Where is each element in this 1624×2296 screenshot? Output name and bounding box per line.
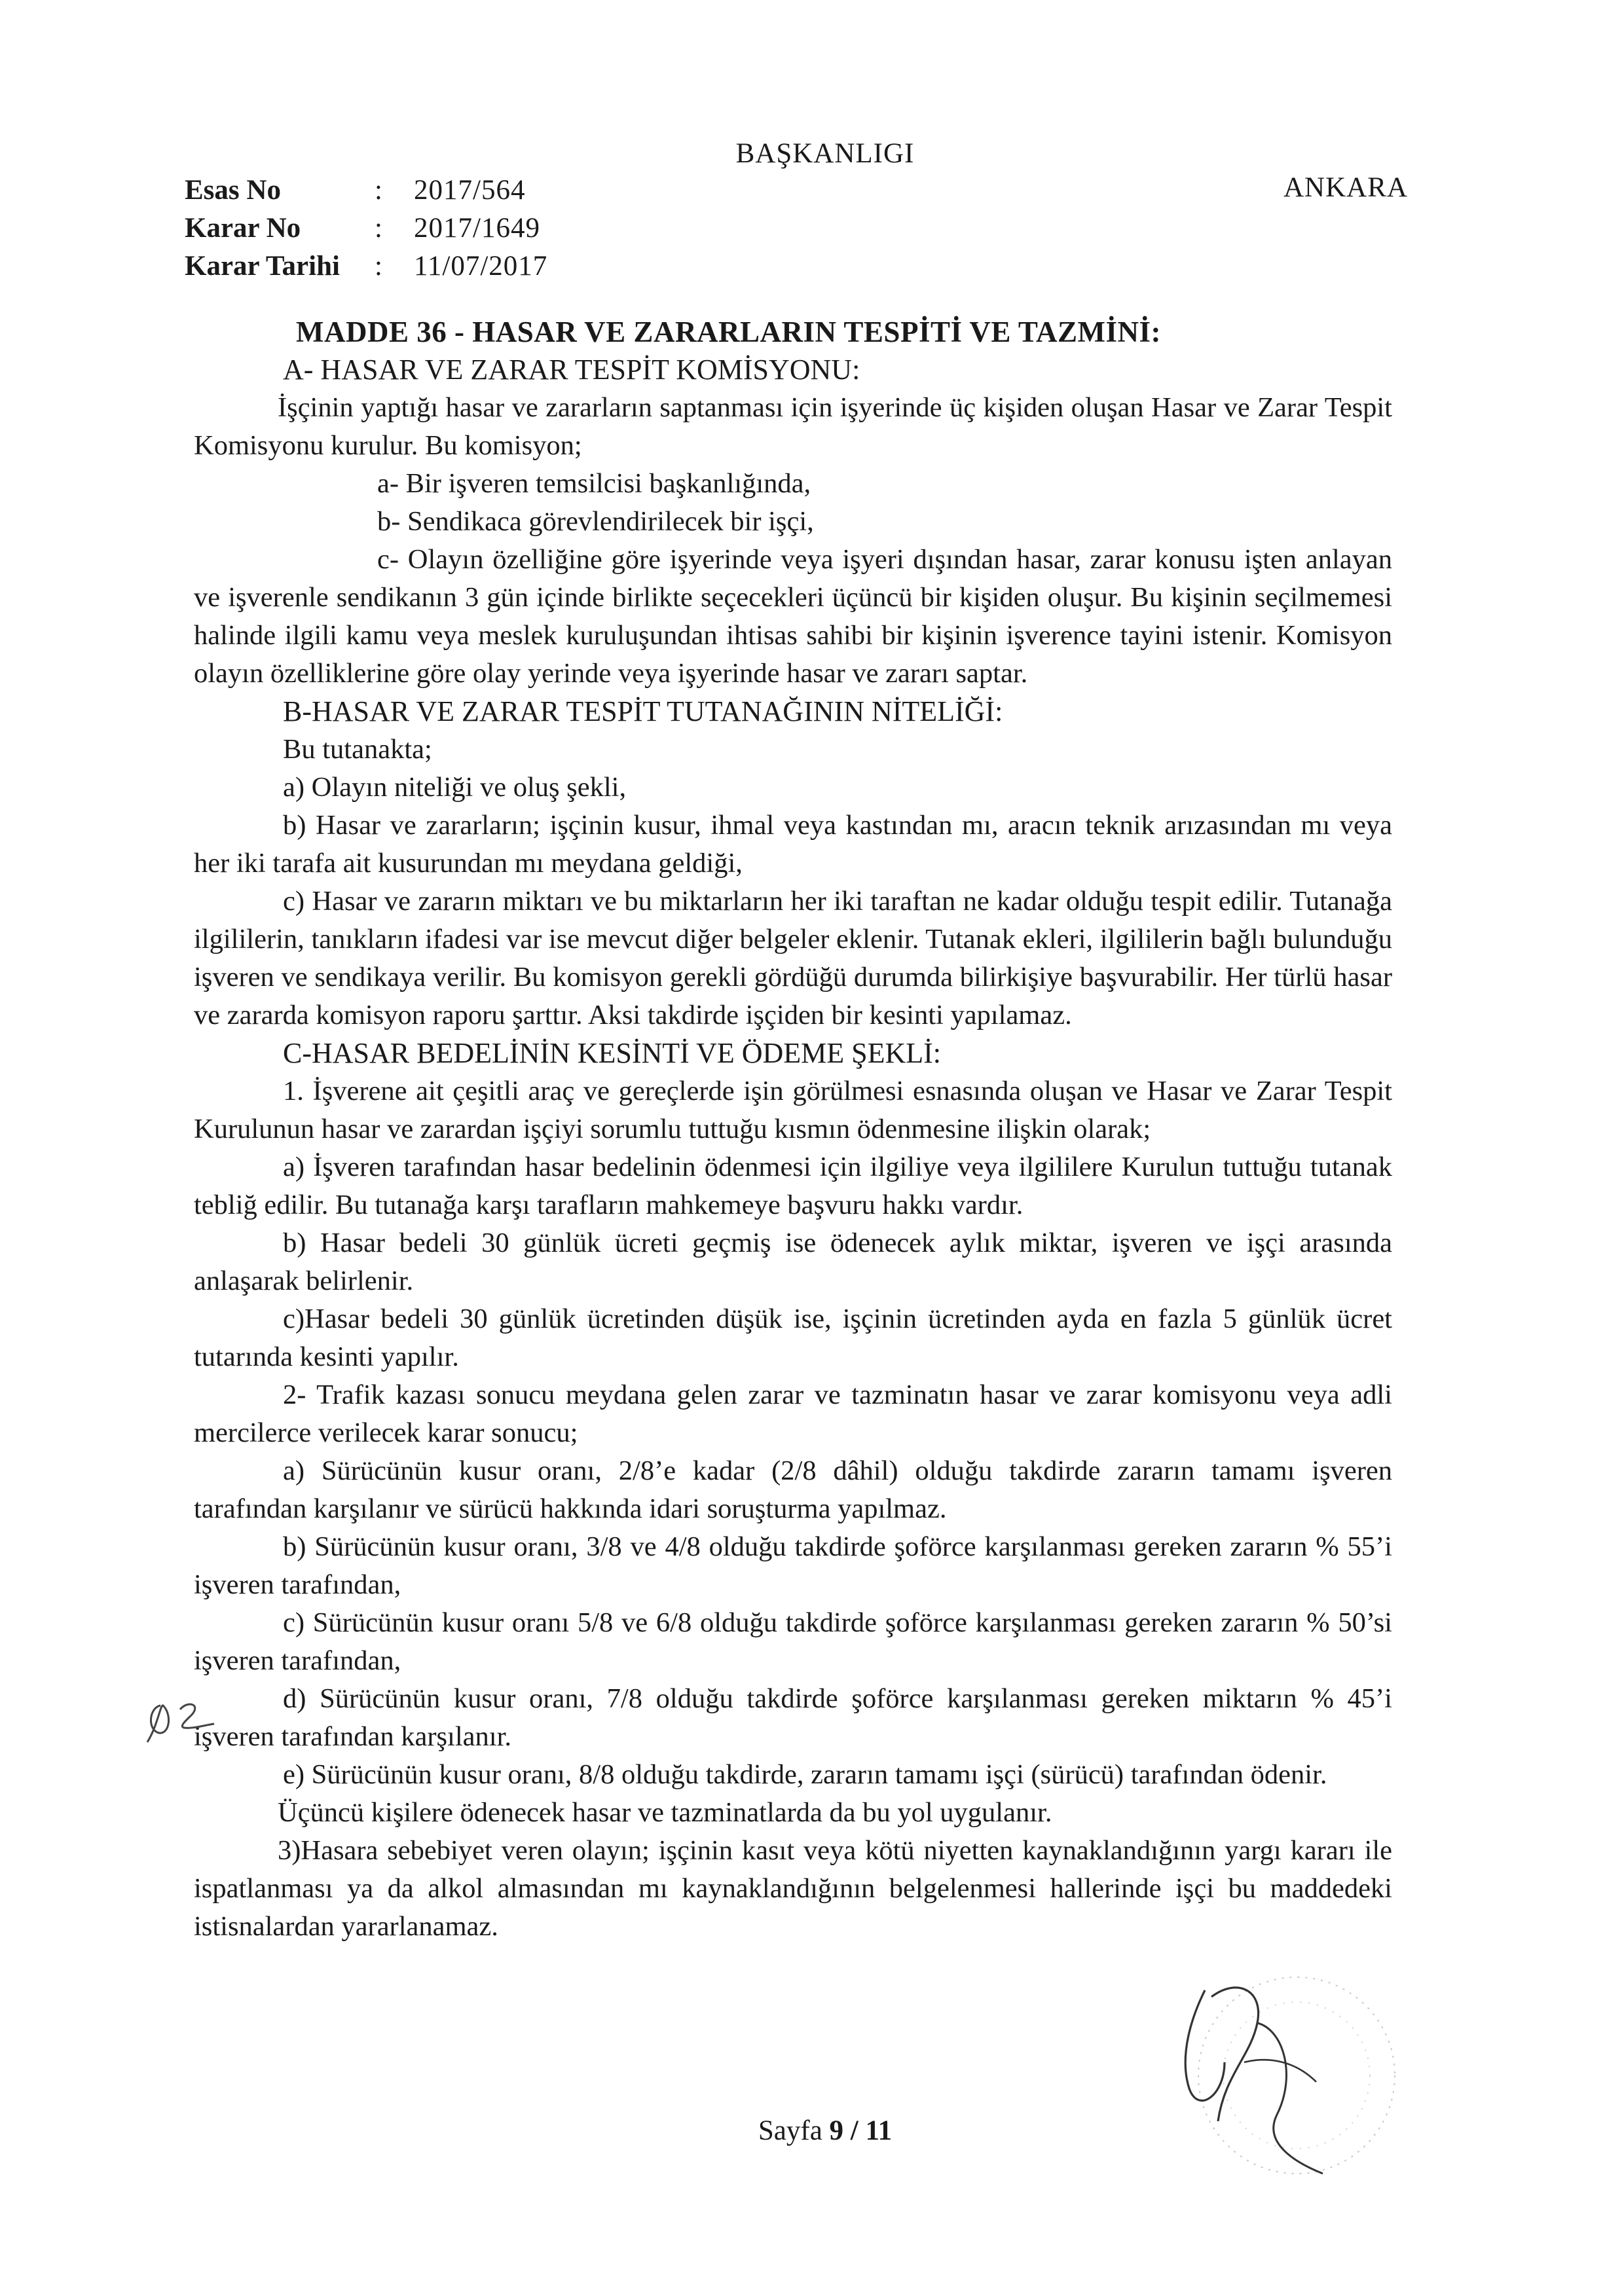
meta-sep: : <box>375 175 382 206</box>
meta-sep: : <box>375 213 382 244</box>
section-c-heading: C-HASAR BEDELİNİN KESİNTİ VE ÖDEME ŞEKLİ: <box>283 1037 941 1069</box>
section-c-third-party: Üçüncü kişilere ödenecek hasar ve tazminatlarda da bu yol uygulanır. <box>278 1797 1052 1828</box>
section-b-heading: B-HASAR VE ZARAR TESPİT TUTANAĞININ NİTELİĞİ: <box>283 695 1003 727</box>
section-b-intro: Bu tutanakta; <box>283 734 432 765</box>
meta-value: 2017/1649 <box>414 213 540 244</box>
page-number <box>655 2115 995 2147</box>
section-c-p1-b: b) Hasar bedeli 30 günlük ücreti geçmiş ise ödenecek aylık miktar, işveren ve işçi arasında anlaşarak belirlenir. <box>194 1228 1392 1296</box>
section-c-p2-c: c) Sürücünün kusur oranı 5/8 ve 6/8 olduğu takdirde şoförce karşılanması gereken zararın % 50’si işveren tarafından, <box>194 1607 1392 1676</box>
section-c-p2-d: d) Sürücünün kusur oranı, 7/8 olduğu takdirde şoförce karşılanması gereken miktarın % 45’i işveren tarafından karşılanır. <box>194 1683 1392 1752</box>
section-a-intro: İşçinin yaptığı hasar ve zararların saptanması için işyerinde üç kişiden oluşan Hasar ve Zarar Tespit Komisyonu kurulur. Bu komisyon; <box>194 392 1392 461</box>
page-sep: / <box>843 2115 866 2146</box>
meta-label: Karar Tarihi <box>185 251 340 282</box>
section-a-item-b: b- Sendikaca görevlendirilecek bir işçi, <box>377 506 814 537</box>
section-b-item-a: a) Olayın niteliği ve oluş şekli, <box>283 772 627 803</box>
section-b-item-b: b) Hasar ve zararların; işçinin kusur, ihmal veya kastından mı, aracın teknik arızasından mı veya her iki tarafa ait kusurundan mı meydana geldiği, <box>194 810 1392 879</box>
meta-value: 2017/564 <box>414 175 526 206</box>
handwritten-margin-note <box>141 1686 219 1745</box>
section-c-p1-c: c)Hasar bedeli 30 günlük ücretinden düşük ise, işçinin ücretinden ayda en fazla 5 günlük ücret tutarında kesinti yapılır. <box>194 1303 1392 1372</box>
meta-label: Karar No <box>185 213 301 244</box>
institution-heading: BAŞKANLIGI <box>735 138 915 169</box>
section-c-p2: 2- Trafik kazası sonucu meydana gelen zarar ve tazminatın hasar ve zarar komisyonu veya adli mercilerce verilecek karar sonucu; <box>194 1379 1392 1448</box>
section-c-p3: 3)Hasara sebebiyet veren olayın; işçinin kasıt veya kötü niyetten kaynaklandığının yargı kararı ile ispatlanması ya da alkol almasından mı kaynaklandığının belgelenmesi hallerinde işçi bu maddedeki istisnalardan yararlanamaz. <box>194 1835 1392 1942</box>
case-meta <box>185 172 547 285</box>
section-c-p2-b: b) Sürücünün kusur oranı, 3/8 ve 4/8 olduğu takdirde şoförce karşılanması gereken zararın % 55’i işveren tarafından, <box>194 1531 1392 1600</box>
page-current: 9 <box>829 2115 844 2146</box>
section-a-heading: A- HASAR VE ZARAR TESPİT KOMİSYONU: <box>283 354 860 386</box>
section-c-p2-e: e) Sürücünün kusur oranı, 8/8 olduğu takdirde, zararın tamamı işçi (sürücü) tarafından ödenir. <box>283 1759 1327 1790</box>
meta-row-karar <box>185 210 547 247</box>
meta-label: Esas No <box>185 175 281 206</box>
meta-sep: : <box>375 251 382 282</box>
signature-stamp <box>1126 1964 1428 2187</box>
page-label: Sayfa <box>758 2115 830 2146</box>
page-total: 11 <box>865 2115 893 2146</box>
article-title: MADDE 36 - HASAR VE ZARARLARIN TESPİTİ VE TAZMİNİ: <box>296 316 1162 348</box>
section-c-p1-a: a) İşveren tarafından hasar bedelinin ödenmesi için ilgiliye veya ilgililere Kurulun tuttuğu tutanak tebliğ edilir. Bu tutanağa karşı tarafların mahkemeye başvuru hakkı vardır. <box>194 1152 1392 1220</box>
section-a-item-c: c- Olayın özelliğine göre işyerinde veya işyeri dışından hasar, zarar konusu işten anlayan ve işverenle sendikanın 3 gün içinde birlikte seçecekleri üçüncü bir kişiden oluşur. Bu kişinin seçilmemesi halinde ilgili kamu veya meslek kuruluşundan ihtisas sahibi bir kişinin işverence tayini istenir. Komisyon olayın özelliklerine göre olay yerinde veya işyerinde hasar ve zararı saptar. <box>194 544 1392 689</box>
section-c-p2-a: a) Sürücünün kusur oranı, 2/8’e kadar (2/8 dâhil) olduğu takdirde zararın tamamı işveren tarafından karşılanır ve sürücü hakkında idari soruşturma yapılmaz. <box>194 1455 1392 1524</box>
city-heading: ANKARA <box>1283 172 1408 203</box>
document-body <box>194 313 1392 1946</box>
section-c-p1: 1. İşverene ait çeşitli araç ve gereçlerde işin görülmesi esnasında oluşan ve Hasar ve Zarar Tespit Kurulunun hasar ve zarardan işçiyi sorumlu tuttuğu kısmın ödenmesine ilişkin olarak; <box>194 1076 1392 1144</box>
section-a-item-a: a- Bir işveren temsilcisi başkanlığında, <box>377 468 811 499</box>
section-b-item-c: c) Hasar ve zararın miktarı ve bu miktarların her iki taraftan ne kadar olduğu tespit edilir. Tutanağa ilgililerin, tanıkların ifadesi var ise mevcut diğer belgeler eklenir. Tutanak ekleri, ilgililerin bağlı bulunduğu işveren ve sendikaya verilir. Bu komisyon gerekli gördüğü durumda bilirkişiye başvurabilir. Her türlü hasar ve zararda komisyon raporu şarttır. Aksi takdirde işçiden bir kesinti yapılamaz. <box>194 886 1392 1030</box>
meta-row-tarih <box>185 247 547 285</box>
meta-value: 11/07/2017 <box>414 251 548 282</box>
meta-row-esas <box>185 172 547 210</box>
